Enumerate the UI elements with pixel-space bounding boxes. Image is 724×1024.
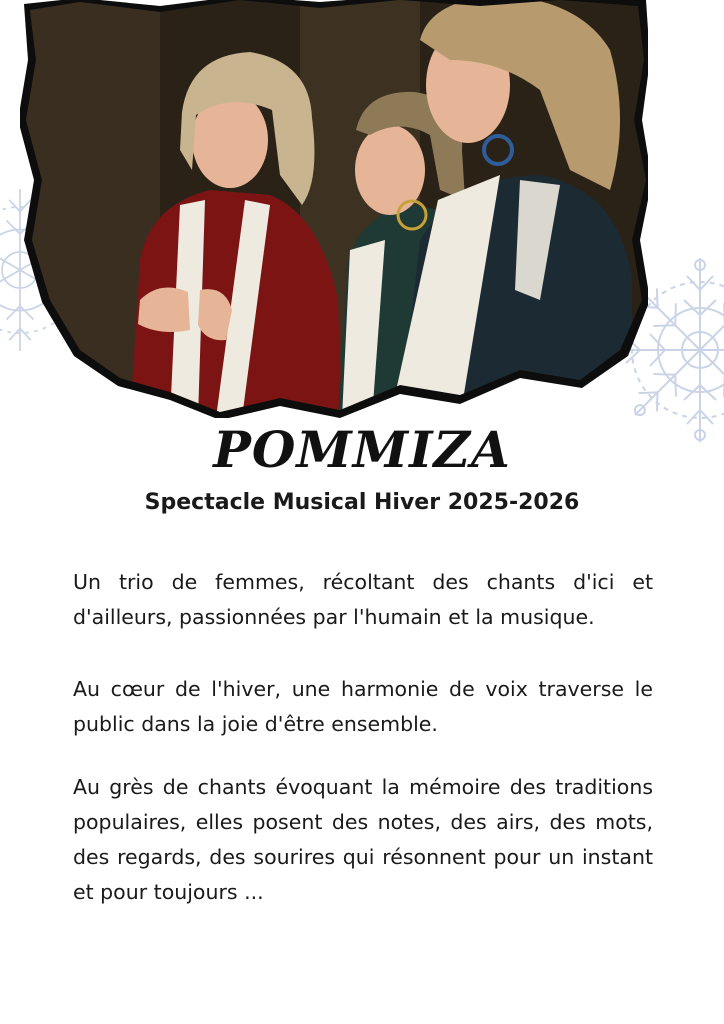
paragraph-winter: Au cœur de l'hiver, une harmonie de voix traverse le public dans la joie d'être ensemble. <box>73 677 653 736</box>
page-subtitle: Spectacle Musical Hiver 2025-2026 <box>144 490 580 515</box>
paragraph-traditions: Au grès de chants évoquant la mémoire des traditions populaires, elles posent des notes, des airs, des mots, des regards, des sourires qui résonnent pour un instant et pour toujours ... <box>73 775 653 904</box>
paragraph-intro: Un trio de femmes, récoltant des chants d'ici et d'ailleurs, passionnées par l'humain et la musique. <box>73 570 653 629</box>
trio-singers-photo <box>20 0 648 418</box>
page-title: POMMIZA <box>213 420 511 479</box>
